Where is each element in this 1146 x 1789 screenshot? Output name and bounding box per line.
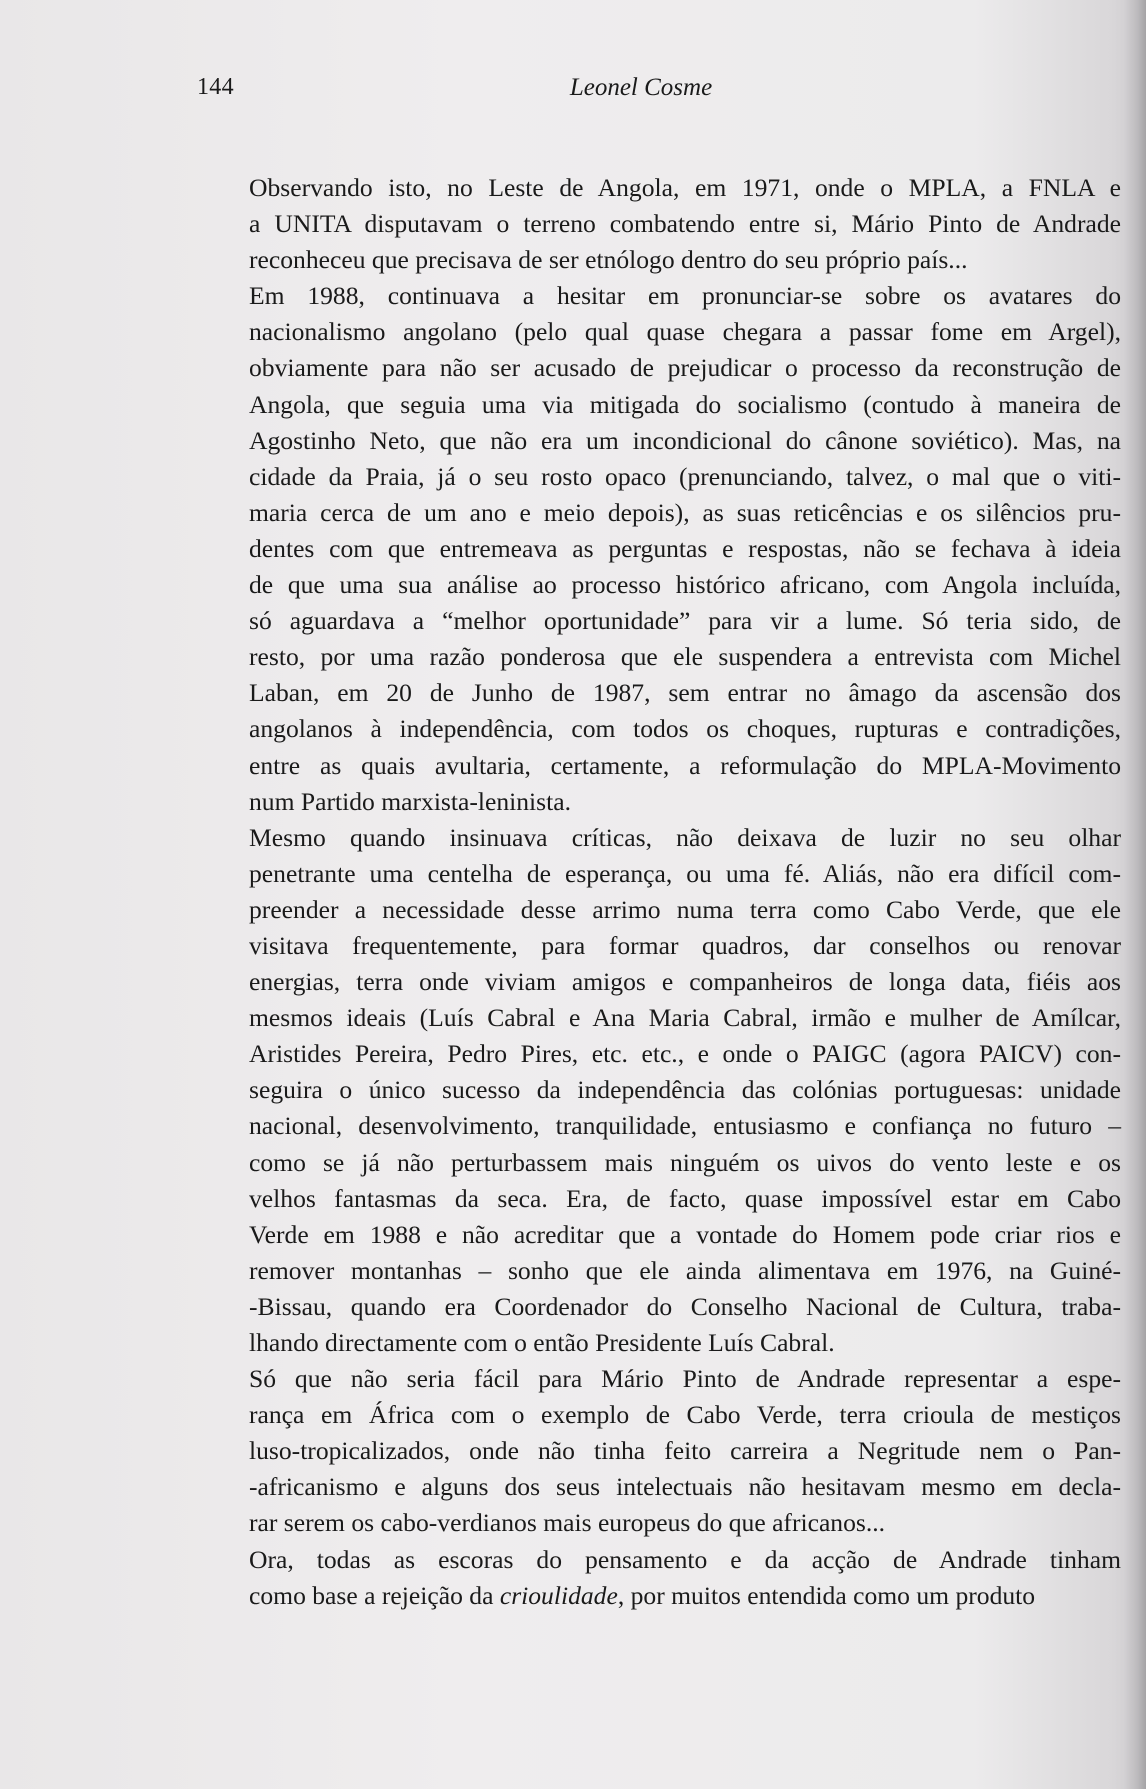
text-line: seguira o único sucesso da independência das colónias portuguesas: unidade [249, 1075, 1121, 1105]
paragraph [197, 1542, 1121, 1614]
text-line: Verde em 1988 e não acreditar que a vontade do Homem pode criar rios e [249, 1219, 1121, 1249]
text-line: reconheceu que precisava de ser etnólogo dentro do seu próprio país... [249, 245, 968, 275]
text-line: resto, por uma razão ponderosa que ele suspendera a entrevista com Michel [249, 642, 1121, 672]
text-line: como se já não perturbassem mais ninguém os uivos do vento leste e os [249, 1147, 1121, 1177]
text-line: velhos fantasmas da seca. Era, de facto, quase impossível estar em Cabo [249, 1183, 1121, 1213]
text-line: Agostinho Neto, que não era um incondicional do cânone soviético). Mas, na [249, 425, 1121, 455]
text-line: nacional, desenvolvimento, tranquilidade, entusiasmo e confiança no futuro – [249, 1111, 1121, 1141]
text-line: penetrante uma centelha de esperança, ou uma fé. Aliás, não era difícil com- [249, 858, 1121, 888]
text-line: lhando directamente com o então Presidente Luís Cabral. [249, 1328, 835, 1357]
text-line: rança em África com o exemplo de Cabo Verde, terra crioula de mestiços [249, 1400, 1121, 1430]
paragraph [197, 278, 1121, 819]
body-text [197, 170, 1121, 1614]
text-line: visitava frequentemente, para formar quadros, dar conselhos ou renovar [249, 930, 1121, 960]
text-line: mesmos ideais (Luís Cabral e Ana Maria Cabral, irmão e mulher de Amílcar, [249, 1003, 1121, 1033]
text-line: obviamente para não ser acusado de prejudicar o processo da reconstrução de [249, 353, 1121, 383]
text-line: remover montanhas – sonho que ele ainda alimentava em 1976, na Guiné- [249, 1255, 1121, 1285]
page-header [197, 74, 1085, 110]
text-line: luso-tropicalizados, onde não tinha feito carreira a Negritude nem o Pan- [249, 1436, 1121, 1466]
text-line: angolanos à independência, com todos os choques, rupturas e contradições, [249, 714, 1121, 744]
text-line: Angola, que seguia uma via mitigada do socialismo (contudo à maneira de [249, 389, 1121, 419]
text-line: energias, terra onde viviam amigos e companheiros de longa data, fiéis aos [249, 967, 1121, 997]
text-line: Laban, em 20 de Junho de 1987, sem entrar no âmago da ascensão dos [249, 678, 1121, 708]
text-line: -africanismo e alguns dos seus intelectuais não hesitavam mesmo em decla- [249, 1472, 1121, 1502]
running-head-author: Leonel Cosme [569, 74, 713, 101]
page-number: 144 [197, 74, 234, 100]
text-line: como base a rejeição da crioulidade, por muitos entendida como um produto [249, 1580, 1036, 1610]
text-line: cidade da Praia, já o seu rosto opaco (prenunciando, talvez, o mal que o viti- [249, 461, 1121, 491]
text-line: num Partido marxista-leninista. [249, 786, 571, 816]
text-line: maria cerca de um ano e meio depois), as suas reticências e os silêncios pru- [249, 497, 1121, 527]
text-line: preender a necessidade desse arrimo numa terra como Cabo Verde, que ele [249, 894, 1121, 924]
text-line: Ora, todas as escoras do pensamento e da acção de Andrade tinham [249, 1544, 1121, 1574]
text-line: -Bissau, quando era Coordenador do Conselho Nacional de Cultura, traba- [249, 1291, 1121, 1321]
page-gutter-shadow [1124, 0, 1146, 1789]
paragraph [197, 1361, 1121, 1541]
text-line: entre as quais avultaria, certamente, a reformulação do MPLA-Movimento [249, 750, 1121, 780]
text-line: Aristides Pereira, Pedro Pires, etc. etc., e onde o PAIGC (agora PAICV) con- [249, 1039, 1121, 1069]
text-line: a UNITA disputavam o terreno combatendo entre si, Mário Pinto de Andrade [249, 209, 1121, 239]
text-line: dentes com que entremeava as perguntas e respostas, não se fechava à ideia [249, 533, 1121, 563]
paragraph [197, 820, 1121, 1361]
text-line: Mesmo quando insinuava críticas, não deixava de luzir no seu olhar [249, 822, 1121, 852]
text-line: Observando isto, no Leste de Angola, em 1971, onde o MPLA, a FNLA e [249, 173, 1121, 202]
text-line: só aguardava a “melhor oportunidade” para vir a lume. Só teria sido, de [249, 606, 1121, 636]
text-line: nacionalismo angolano (pelo qual quase chegara a passar fome em Argel), [249, 317, 1121, 347]
text-line: de que uma sua análise ao processo histórico africano, com Angola incluída, [249, 570, 1121, 600]
italic-term: crioulidade [499, 1580, 618, 1610]
paragraph [197, 170, 1121, 278]
text-line: Em 1988, continuava a hesitar em pronunciar-se sobre os avatares do [249, 281, 1121, 311]
text-line: rar serem os cabo-verdianos mais europeus do que africanos... [249, 1508, 886, 1538]
text-line: Só que não seria fácil para Mário Pinto de Andrade representar a espe- [249, 1364, 1121, 1394]
